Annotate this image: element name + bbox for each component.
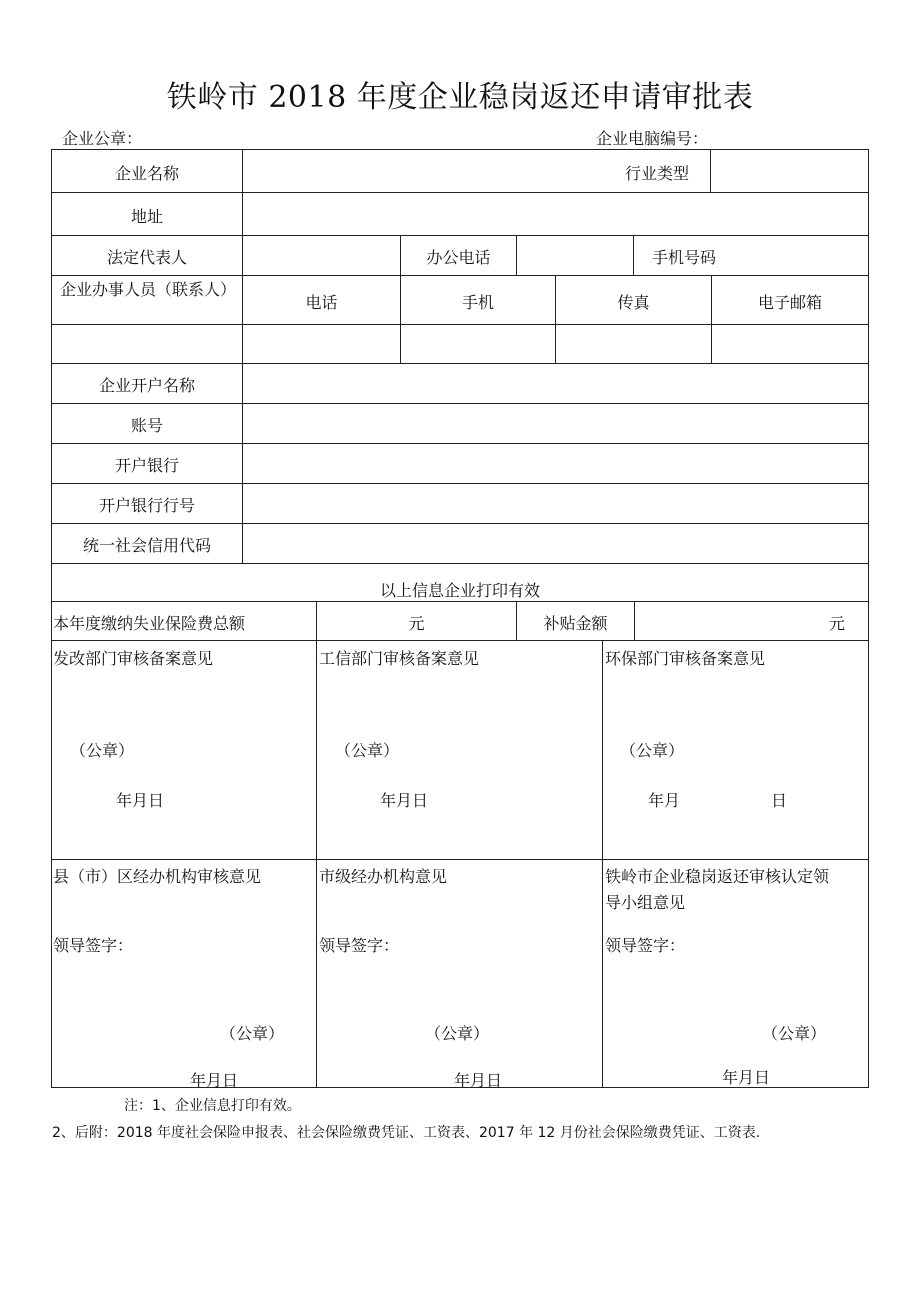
city-seal: （公章） <box>425 1024 490 1043</box>
subsidy-amount-label: 补贴金额 <box>543 614 608 633</box>
bank-label: 开户银行 <box>114 456 179 475</box>
miit-seal: （公章） <box>335 741 400 760</box>
leading-group-title-line2: 导小组意见 <box>605 893 686 912</box>
city-sign-label: 领导签字： <box>319 936 400 955</box>
contact-fax-label: 传真 <box>617 293 650 312</box>
bank-code-label: 开户银行行号 <box>98 496 195 515</box>
company-name-field[interactable] <box>243 150 603 192</box>
mobile-number-label: 手机号码 <box>651 248 716 267</box>
office-phone-label: 办公电话 <box>426 248 491 267</box>
city-review-title: 市级经办机构意见 <box>319 867 448 886</box>
bank-field[interactable] <box>243 444 868 483</box>
contact-person-field[interactable] <box>52 325 242 363</box>
county-review-title: 县（市）区经办机构审核意见 <box>53 867 262 886</box>
county-sign-label: 领导签字： <box>53 936 134 955</box>
credit-code-field[interactable] <box>243 524 868 563</box>
contact-phone-field[interactable] <box>243 325 400 363</box>
address-label: 地址 <box>130 207 163 226</box>
computer-number-label: 企业电脑编号： <box>596 129 709 148</box>
account-number-label: 账号 <box>130 416 163 435</box>
legal-representative-label: 法定代表人 <box>106 248 187 267</box>
company-name-label: 企业名称 <box>114 164 179 183</box>
miit-review-title: 工信部门审核备案意见 <box>319 649 480 668</box>
bank-code-field[interactable] <box>243 484 868 523</box>
industry-type-label: 行业类型 <box>625 164 690 183</box>
account-name-field[interactable] <box>243 364 868 403</box>
county-date: 年月日 <box>190 1071 239 1090</box>
leading-group-seal: （公章） <box>762 1024 827 1043</box>
office-phone-field[interactable] <box>517 236 633 275</box>
mobile-number-field[interactable] <box>735 236 868 275</box>
env-date-day: 日 <box>771 791 788 810</box>
credit-code-label: 统一社会信用代码 <box>82 536 211 555</box>
account-name-label: 企业开户名称 <box>98 376 195 395</box>
account-number-field[interactable] <box>243 404 868 443</box>
contact-fax-field[interactable] <box>556 325 711 363</box>
miit-date: 年月日 <box>380 791 429 810</box>
ndrc-review-title: 发改部门审核备案意见 <box>53 649 214 668</box>
total-premium-unit: 元 <box>408 614 425 633</box>
note-2: 2、后附：2018 年度社会保险申报表、社会保险缴费凭证、工资表、2017 年 12 月份社会保险缴费凭证、工资表. <box>52 1125 761 1141</box>
contact-email-label: 电子邮箱 <box>757 293 822 312</box>
ndrc-seal: （公章） <box>70 741 135 760</box>
industry-type-field[interactable] <box>711 150 868 192</box>
env-review-title: 环保部门审核备案意见 <box>605 649 766 668</box>
leading-group-date: 年月日 <box>722 1068 771 1087</box>
company-seal-label: 企业公章： <box>62 129 143 148</box>
leading-group-title-line1: 铁岭市企业稳岗返还审核认定领 <box>605 867 830 886</box>
contact-phone-label: 电话 <box>305 293 338 312</box>
legal-representative-field[interactable] <box>243 236 400 275</box>
total-premium-label: 本年度缴纳失业保险费总额 <box>53 614 246 633</box>
env-date-month: 年月 <box>648 791 681 810</box>
leading-group-sign-label: 领导签字： <box>605 936 686 955</box>
contact-mobile-label: 手机 <box>461 293 494 312</box>
address-field[interactable] <box>243 193 868 235</box>
ndrc-date: 年月日 <box>116 791 165 810</box>
county-seal: （公章） <box>220 1024 285 1043</box>
page-title: 铁岭市 2018 年度企业稳岗返还申请审批表 <box>166 80 754 115</box>
print-valid-notice: 以上信息企业打印有效 <box>379 581 540 600</box>
contact-mobile-field[interactable] <box>401 325 555 363</box>
contact-person-label: 企业办事人员（联系人） <box>60 280 237 299</box>
env-seal: （公章） <box>620 741 685 760</box>
contact-email-field[interactable] <box>712 325 868 363</box>
note-1: 注：1、企业信息打印有效。 <box>124 1098 301 1114</box>
city-date: 年月日 <box>454 1071 503 1090</box>
subsidy-amount-unit: 元 <box>829 614 846 633</box>
